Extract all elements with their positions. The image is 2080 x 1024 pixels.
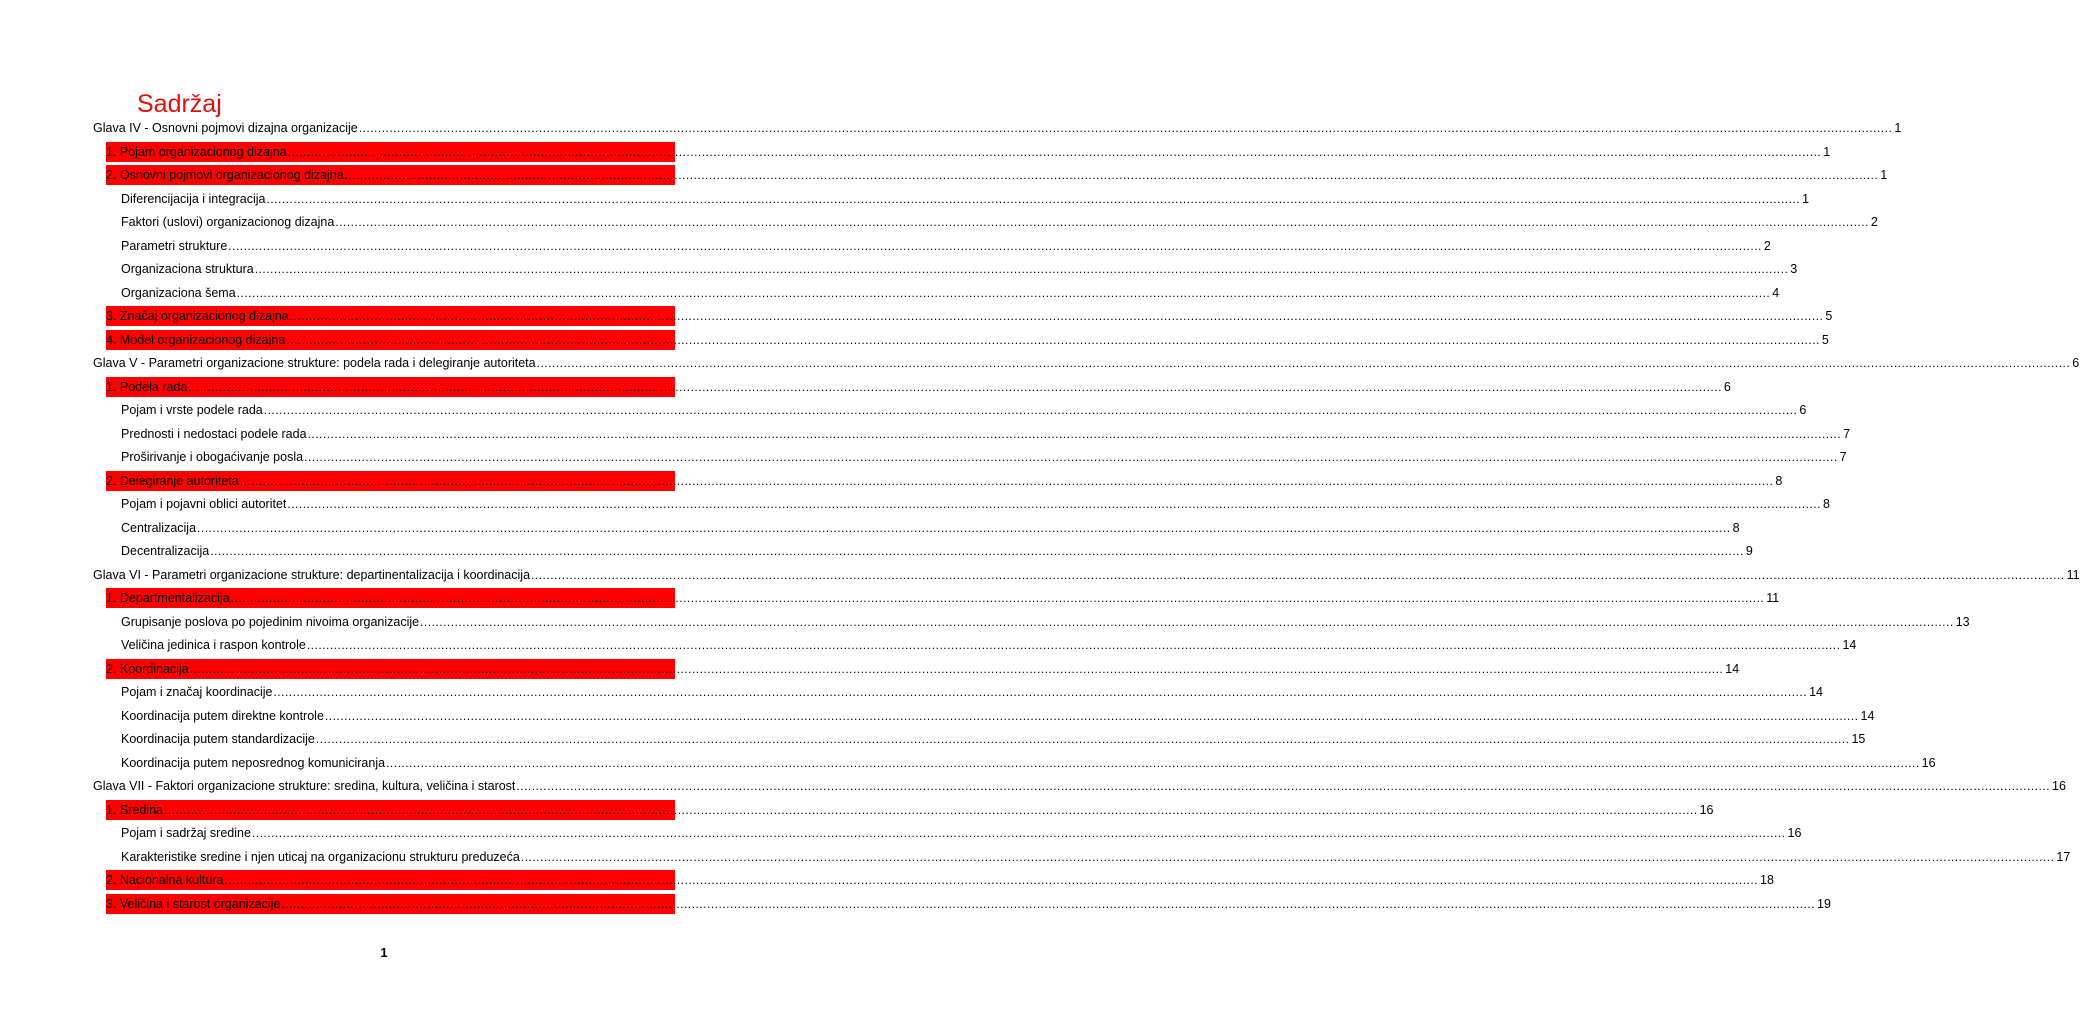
toc-entry[interactable] [106,894,1831,914]
toc-entry-page: 7 [1843,426,1851,441]
toc-entry-title: Pojam i sadržaj sredine [121,826,251,840]
toc-entry-page: 19 [1817,896,1831,911]
toc-entry-page: 1 [1823,144,1831,159]
toc-leader-dots: ................................................................................................................................................................................................................................................................................................................................................................................................................ [163,802,1698,817]
toc-entry-page: 5 [1825,309,1833,323]
toc-entry-title: Faktori (uslovi) organizacionog dizajna [121,215,335,229]
toc-entry-page: 18 [1760,873,1774,887]
toc-leader-dots: ................................................................................................................................................................................................................................................................................................................................................................................................................ [236,285,1771,300]
toc-entry-page: 11 [1766,591,1780,605]
toc-entry-page: 2 [1870,215,1878,229]
toc-entry-page: 8 [1822,497,1830,511]
toc-leader-dots: ................................................................................................................................................................................................................................................................................................................................................................................................................ [289,309,1824,323]
toc-entry-title: Pojam i vrste podele rada [121,403,263,417]
toc-entry-title: Proširivanje i obogaćivanje posla [121,450,304,464]
toc-entry-title: 3. Veličina i starost organizacije [106,896,281,911]
toc-entry[interactable] [106,800,1714,820]
toc-leader-dots: ................................................................................................................................................................................................................................................................................................................................................................................................................ [520,849,2055,864]
toc-entry-page: 16 [1921,755,1936,770]
toc-entry-title: 3. Značaj organizacionog dizajna [106,309,289,323]
toc-entry[interactable] [121,706,1875,726]
toc-leader-dots: ................................................................................................................................................................................................................................................................................................................................................................................................................ [266,191,1801,206]
toc-entry-page: 7 [1839,450,1847,464]
toc-entry-page: 8 [1775,473,1783,488]
toc-leader-dots: ................................................................................................................................................................................................................................................................................................................................................................................................................ [281,896,1815,911]
toc-entry[interactable] [106,870,1774,890]
toc-entry-title: Veličina jedinica i raspon kontrole [121,638,306,652]
toc-entry[interactable] [121,682,1823,702]
toc-leader-dots: ................................................................................................................................................................................................................................................................................................................................................................................................................ [536,356,2071,370]
toc-entry[interactable] [121,635,1857,655]
toc-entry-title: 1. Departmentalizacija [106,591,230,605]
toc-entry[interactable] [93,776,2066,796]
toc-entry-title: Pojam i pojavni oblici autoritet [121,497,287,511]
toc-entry-page: 1 [1880,168,1888,182]
toc-entry-page: 13 [1955,614,1970,629]
page-number: 1 [380,945,388,960]
toc-entry-title: Pojam i značaj koordinacije [121,685,273,699]
toc-leader-dots: ................................................................................................................................................................................................................................................................................................................................................................................................................ [251,826,1786,840]
toc-entry[interactable] [93,353,2080,373]
toc-entry[interactable] [106,165,1888,185]
toc-entry[interactable] [121,447,1847,467]
toc-entry-title: Koordinacija putem standardizacije [121,732,315,746]
toc-leader-dots: ................................................................................................................................................................................................................................................................................................................................................................................................................ [315,732,1850,746]
toc-entry[interactable] [106,659,1740,679]
toc-leader-dots: ................................................................................................................................................................................................................................................................................................................................................................................................................ [197,520,1731,535]
toc-leader-dots: ................................................................................................................................................................................................................................................................................................................................................................................................................ [254,262,1789,276]
toc-entry-title: Glava VI - Parametri organizacione strukture: departinentalizacija i koordinacija [93,567,531,582]
toc-entry-title: Parametri strukture [121,238,228,253]
toc-leader-dots: ................................................................................................................................................................................................................................................................................................................................................................................................................ [335,215,1869,229]
toc-entry[interactable] [121,541,1753,561]
toc-entry[interactable] [121,283,1780,303]
toc-leader-dots: ................................................................................................................................................................................................................................................................................................................................................................................................................ [228,238,1762,253]
toc-entry-page: 1 [1802,191,1810,206]
toc-leader-dots: ................................................................................................................................................................................................................................................................................................................................................................................................................ [304,450,1838,464]
toc-leader-dots: ................................................................................................................................................................................................................................................................................................................................................................................................................ [324,708,1859,723]
toc-leader-dots: ................................................................................................................................................................................................................................................................................................................................................................................................................ [358,121,1893,135]
toc-entry-title: Koordinacija putem direktne kontrole [121,708,324,723]
toc-entry-title: 1. Podela rada [106,379,188,394]
toc-entry[interactable] [121,259,1798,279]
toc-entry-title: 2. Koordinacija [106,661,189,676]
toc-entry[interactable] [121,424,1851,444]
toc-leader-dots: ................................................................................................................................................................................................................................................................................................................................................................................................................ [516,779,2050,793]
toc-entry-page: 14 [1725,661,1740,676]
toc-entry-title: 4. Model organizacionog dizajna [106,332,286,347]
toc-leader-dots: ................................................................................................................................................................................................................................................................................................................................................................................................................ [420,614,1954,629]
toc-entry-title: 2. Delegiranje autoriteta [106,473,239,488]
toc-leader-dots: ................................................................................................................................................................................................................................................................................................................................................................................................................ [188,379,1722,394]
toc-entry-page: 16 [1787,826,1802,840]
toc-leader-dots: ................................................................................................................................................................................................................................................................................................................................................................................................................ [273,685,1808,699]
toc-entry[interactable] [121,189,1810,209]
toc-entry[interactable] [106,588,1780,608]
toc-entry[interactable] [121,729,1866,749]
toc-leader-dots: ................................................................................................................................................................................................................................................................................................................................................................................................................ [386,755,1920,770]
toc-entry-title: Karakteristike sredine i njen uticaj na organizacionu strukturu preduzeća [121,849,520,864]
toc-entry[interactable] [121,400,1807,420]
toc-entry[interactable] [93,565,2080,585]
toc-entry-page: 8 [1732,520,1740,535]
toc-entry[interactable] [121,518,1740,538]
toc-entry-page: 17 [2056,849,2071,864]
toc-leader-dots: ................................................................................................................................................................................................................................................................................................................................................................................................................ [224,873,1759,887]
toc-entry[interactable] [93,118,1902,138]
toc-entry[interactable] [121,847,2071,867]
toc-entry-page: 14 [1842,638,1857,652]
toc-entry[interactable] [106,306,1833,326]
toc-entry-title: Glava IV - Osnovni pojmovi dizajna organizacije [93,121,358,135]
toc-entry-title: 2. Nacionalna kultura [106,873,224,887]
toc-entry[interactable] [106,142,1831,162]
toc-entry-page: 14 [1809,685,1823,699]
toc-entry-title: 1. Pojam organizacionog dizajna [106,144,287,159]
toc-entry-title: Glava V - Parametri organizacione strukture: podela rada i delegiranje autoriteta [93,356,536,370]
toc-entry-title: Organizaciona šema [121,285,236,300]
toc-entry-page: 3 [1790,262,1798,276]
toc-entry[interactable] [121,236,1771,256]
toc-entry-title: Prednosti i nedostaci podele rada [121,426,307,441]
toc-entry-page: 1 [1894,121,1902,135]
toc-leader-dots: ................................................................................................................................................................................................................................................................................................................................................................................................................ [189,661,1724,676]
toc-leader-dots: ................................................................................................................................................................................................................................................................................................................................................................................................................ [307,426,1842,441]
toc-leader-dots: ................................................................................................................................................................................................................................................................................................................................................................................................................ [210,544,1744,558]
toc-entry[interactable] [121,823,1802,843]
toc-entry-page: 6 [1799,403,1807,417]
toc-leader-dots: ................................................................................................................................................................................................................................................................................................................................................................................................................ [531,567,2065,582]
toc-leader-dots: ................................................................................................................................................................................................................................................................................................................................................................................................................ [230,591,1765,605]
toc-entry[interactable] [121,494,1830,514]
toc-entry-page: 6 [2072,356,2080,370]
toc-entry-page: 14 [1860,708,1875,723]
toc-entry[interactable] [121,212,1878,232]
toc-entry-page: 2 [1763,238,1771,253]
toc-leader-dots: ................................................................................................................................................................................................................................................................................................................................................................................................................ [286,332,1820,347]
toc-entry-page: 15 [1851,732,1866,746]
toc-leader-dots: ................................................................................................................................................................................................................................................................................................................................................................................................................ [287,144,1822,159]
toc-leader-dots: ................................................................................................................................................................................................................................................................................................................................................................................................................ [287,497,1821,511]
toc-leader-dots: ................................................................................................................................................................................................................................................................................................................................................................................................................ [344,168,1879,182]
toc-entry-page: 6 [1723,379,1731,394]
toc-entry-page: 11 [2066,567,2080,582]
toc-entry-title: 1. Sredina [106,802,163,817]
toc-entry-title: Centralizacija [121,520,197,535]
toc-entry-page: 9 [1745,544,1753,558]
toc-entry-page: 16 [1699,802,1714,817]
toc-entry-page: 16 [2052,779,2066,793]
toc-entry[interactable] [121,753,1936,773]
toc-leader-dots: ................................................................................................................................................................................................................................................................................................................................................................................................................ [263,403,1798,417]
toc-leader-dots: ................................................................................................................................................................................................................................................................................................................................................................................................................ [306,638,1841,652]
toc-entry-title: Organizaciona struktura [121,262,254,276]
toc-entry-title: Grupisanje poslova po pojedinim nivoima organizacije [121,614,420,629]
toc-entry[interactable] [106,330,1829,350]
toc-entry[interactable] [106,377,1731,397]
toc-leader-dots: ................................................................................................................................................................................................................................................................................................................................................................................................................ [239,473,1774,488]
toc-entry-title: Glava VII - Faktori organizacione strukture: sredina, kultura, veličina i starost [93,779,516,793]
toc-entry-page: 4 [1772,285,1780,300]
toc-entry-title: Decentralizacija [121,544,210,558]
toc-entry-title: Diferencijacija i integracija [121,191,266,206]
toc-entry-page: 5 [1821,332,1829,347]
toc-entry[interactable] [106,471,1783,491]
toc-entry-title: Koordinacija putem neposrednog komuniciranja [121,755,386,770]
toc-entry-title: 2. Osnovni pojmovi organizacionog dizajna [106,168,344,182]
toc-entry[interactable] [121,612,1970,632]
toc-title: Sadržaj [137,90,222,118]
